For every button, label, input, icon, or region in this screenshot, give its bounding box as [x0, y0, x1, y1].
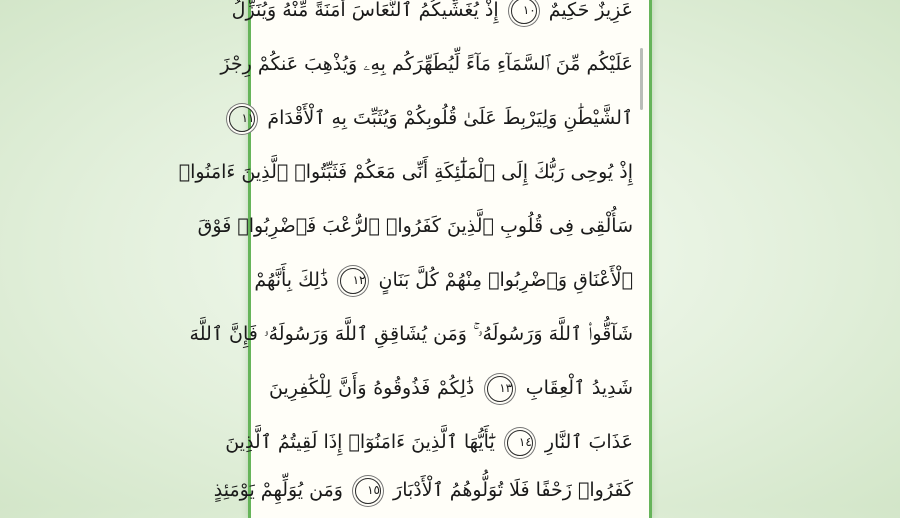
ayah-number-marker: ١٤: [507, 430, 533, 456]
line-text-before: إِذْ يُوحِى رَبُّكَ إِلَى ٱلْمَلَٰٓئِكَةِ أَنِّى مَعَكُمْ فَثَبِّتُوا۟ ٱلَّذِينَ ءَامَنُوا۟: [178, 161, 633, 183]
line-text-before: عَذَابَ ٱلنَّارِ: [544, 431, 633, 453]
line-text-before: عَلَيْكُم مِّنَ ٱلسَّمَآءِ مَآءً لِّيُطَهِّرَكُم بِهِۦ وَيُذْهِبَ عَنكُمْ رِجْزَ: [220, 53, 633, 75]
line-text-before: عَزِيزٌ حَكِيمٌ: [548, 0, 633, 21]
ayah-number-marker: ١٠: [511, 0, 537, 24]
verse-line: [178, 150, 633, 194]
verse-line: [254, 258, 633, 302]
verse-line: [231, 0, 633, 32]
line-text-before: سَأُلْقِى فِى قُلُوبِ ٱلَّذِينَ كَفَرُوا۟ ٱلرُّعْبَ فَٱضْرِبُوا۟ فَوْقَ: [197, 215, 633, 237]
verse-line: [269, 366, 633, 410]
ayah-number-marker: ١٢: [340, 268, 366, 294]
line-text-after: ذَٰلِكَ بِأَنَّهُمْ: [254, 269, 329, 291]
line-text-after: إِذْ يُغَشِّيكُمُ ٱلنُّعَاسَ أَمَنَةً مِّنْهُ وَيُنَزِّلُ: [231, 0, 499, 21]
verse-line: [197, 204, 633, 248]
verse-line: [241, 96, 633, 140]
ayah-number-marker: ١١: [229, 106, 255, 132]
verse-line: [220, 42, 633, 86]
verse-line: [225, 420, 633, 464]
ayah-number-marker: ١٥: [355, 478, 381, 504]
line-text-before: ٱلْأَعْنَاقِ وَٱضْرِبُوا۟ مِنْهُمْ كُلَّ بَنَانٍ: [378, 269, 633, 291]
line-text-before: شَدِيدُ ٱلْعِقَابِ: [525, 377, 634, 399]
verse-line: [213, 468, 633, 512]
line-text-after: وَمَن يُوَلِّهِمْ يَوْمَئِذٍ: [213, 479, 343, 501]
line-text-after: ذَٰلِكُمْ فَذُوقُوهُ وَأَنَّ لِلْكَٰفِرِينَ: [269, 377, 475, 399]
ayah-number-marker: ١٣: [487, 376, 513, 402]
line-text-after: يَٰٓأَيُّهَا ٱلَّذِينَ ءَامَنُوٓا۟ إِذَا لَقِيتُمُ ٱلَّذِينَ: [225, 431, 495, 453]
line-text-before: كَفَرُوا۟ زَحْفًا فَلَا تُوَلُّوهُمُ ٱلْأَدْبَارَ: [393, 479, 633, 501]
verse-lines: [178, 0, 649, 518]
quran-page: [178, 0, 652, 518]
verse-line: [189, 312, 633, 356]
scrollbar-thumb[interactable]: [640, 48, 643, 110]
line-text-before: ٱلشَّيْطَٰنِ وَلِيَرْبِطَ عَلَىٰ قُلُوبِكُمْ وَيُثَبِّتَ بِهِ ٱلْأَقْدَامَ: [267, 107, 633, 129]
line-text-before: شَآقُّوا۟ ٱللَّهَ وَرَسُولَهُۥ ۚ وَمَن يُشَاقِقِ ٱللَّهَ وَرَسُولَهُۥ فَإِنَّ ٱللَّهَ: [189, 323, 633, 345]
